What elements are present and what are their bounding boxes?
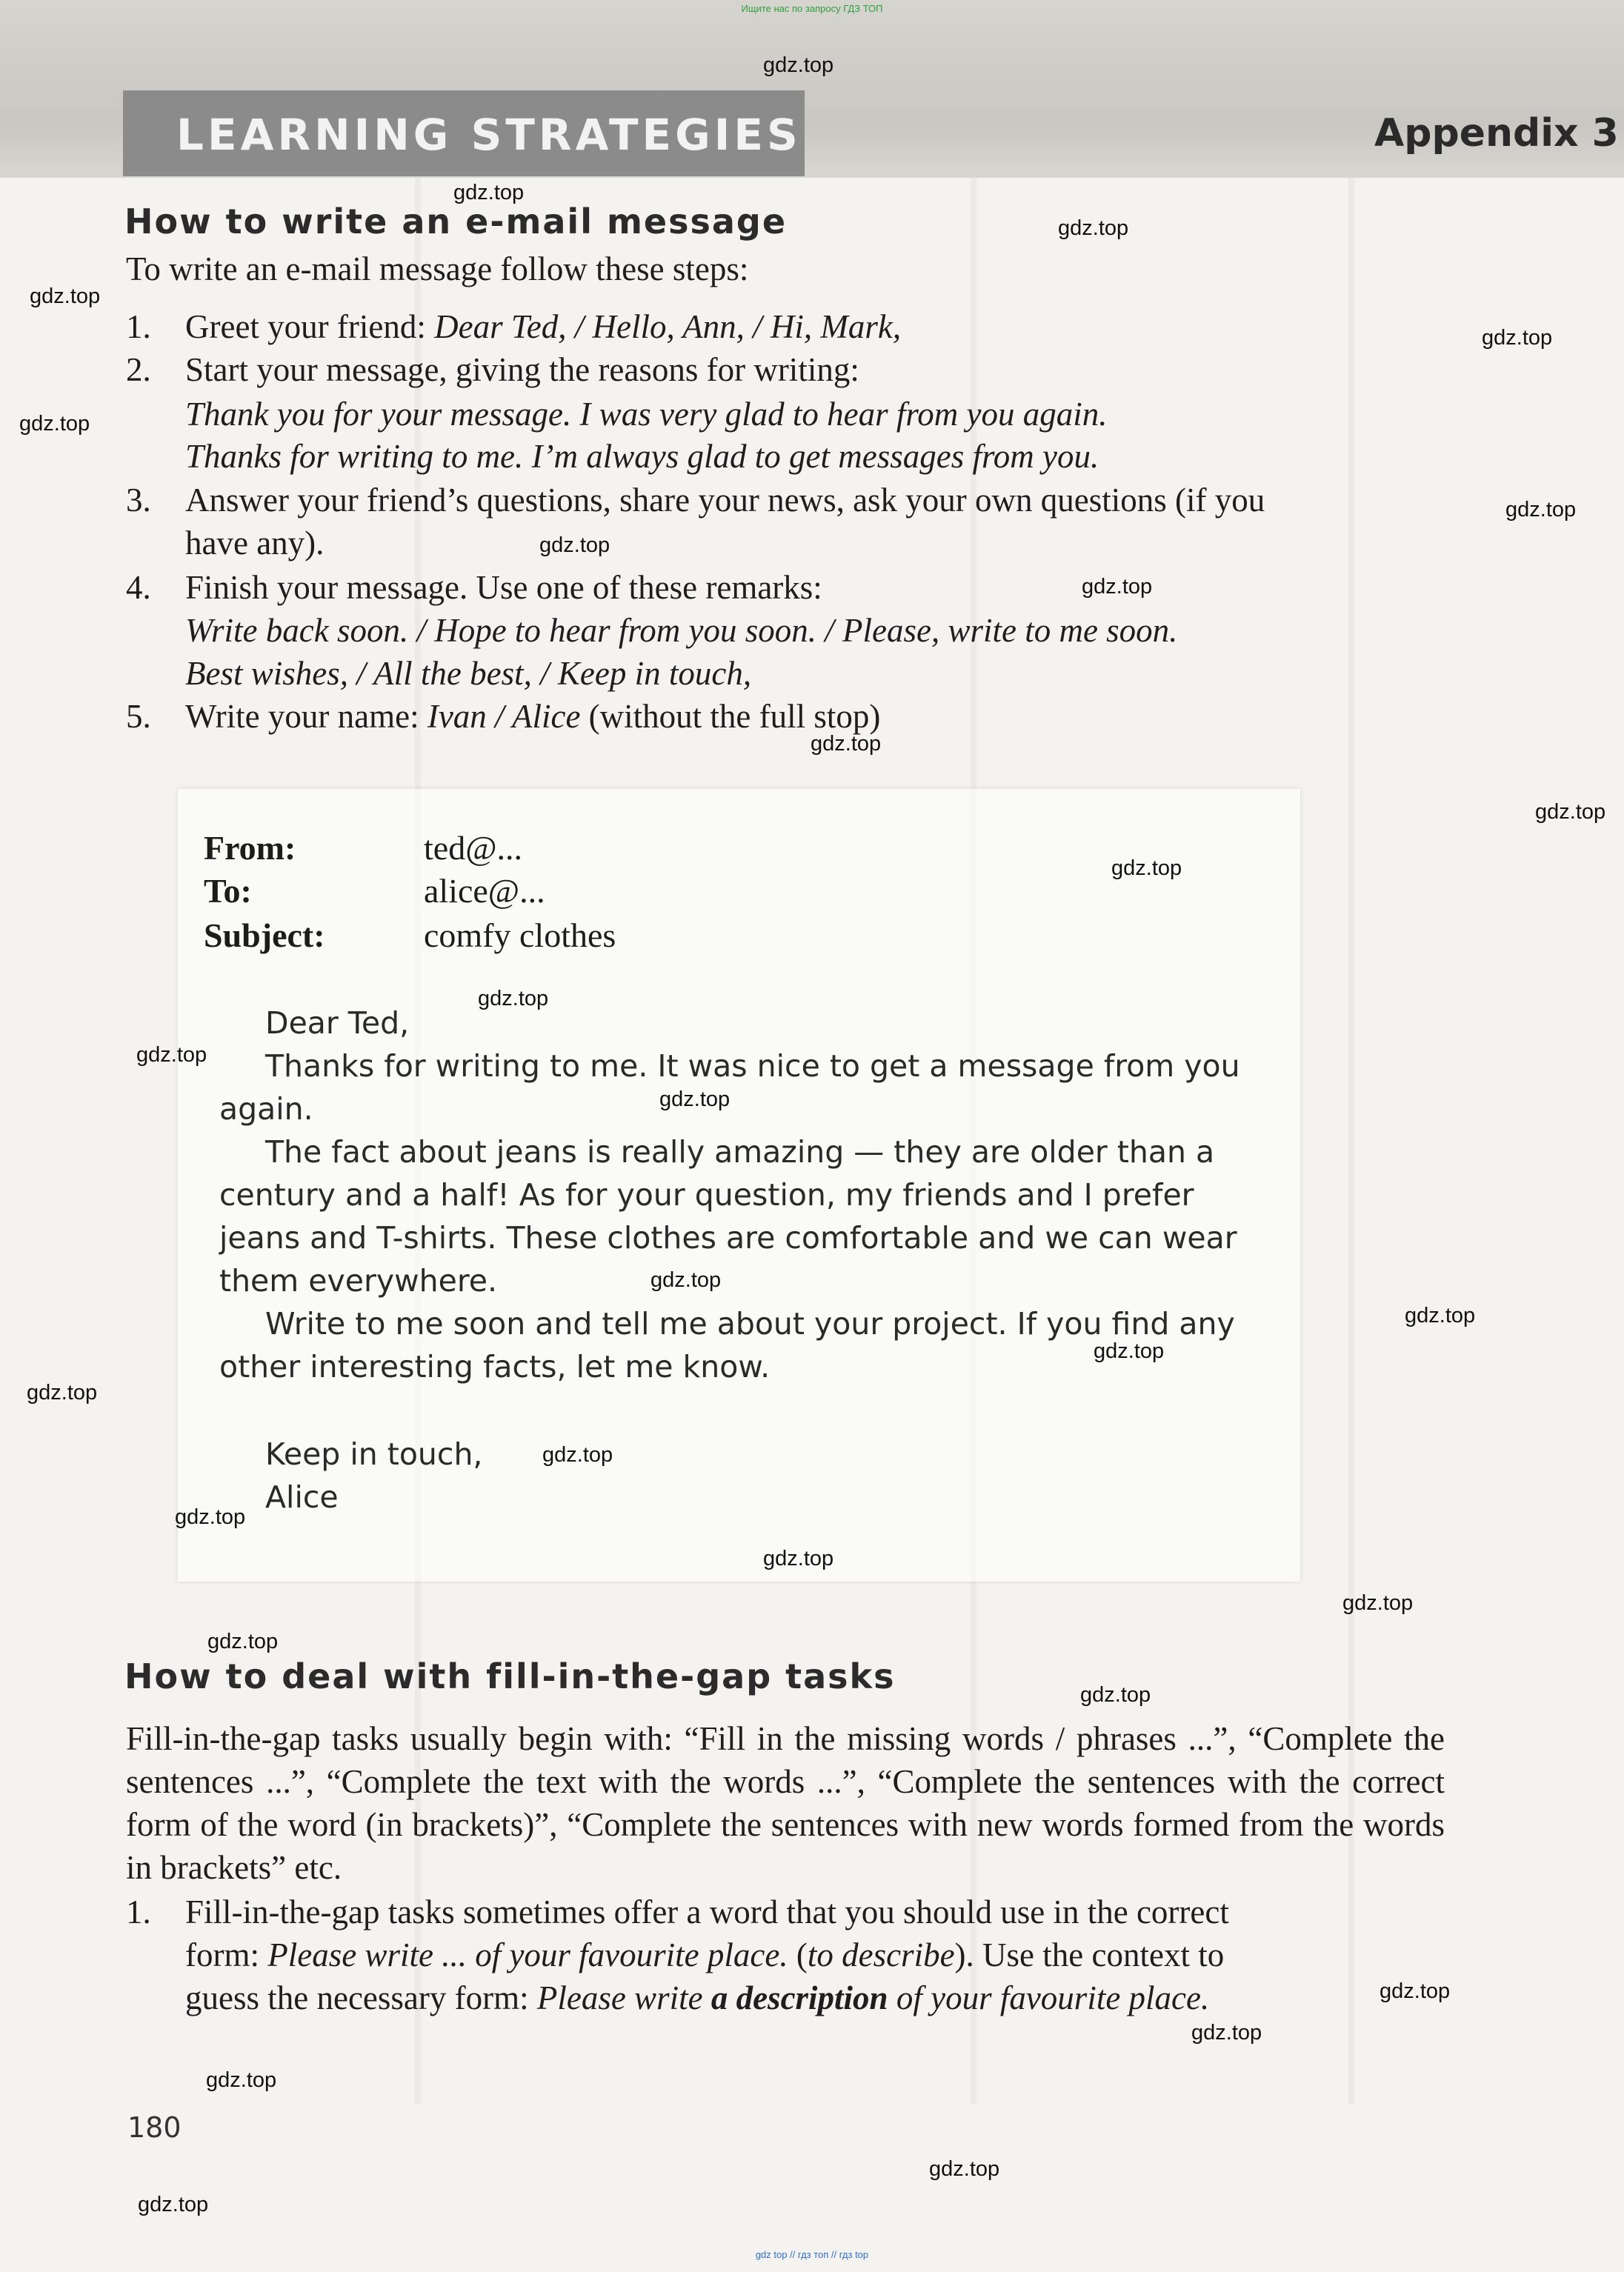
watermark: gdz.top bbox=[27, 1381, 98, 1405]
email-body-line: Thanks for writing to me. It was nice to get a message from you bbox=[265, 1048, 1240, 1084]
watermark: gdz.top bbox=[929, 2157, 1000, 2181]
watermark: gdz.top bbox=[539, 533, 610, 557]
step-5: Write your name: Ivan / Alice (without the full stop) bbox=[185, 698, 881, 735]
step-4: Finish your message. Use one of these remarks: bbox=[185, 569, 822, 606]
step-example: Write back soon. / Hope to hear from you soon. / Please, write to me soon. bbox=[185, 612, 1178, 649]
page-number: 180 bbox=[127, 2111, 182, 2144]
step-number: 2. bbox=[126, 351, 151, 388]
watermark: gdz.top bbox=[207, 1630, 279, 1653]
email-subject-label: Subject: bbox=[204, 916, 325, 954]
watermark: gdz.top bbox=[19, 412, 90, 436]
step-text: Greet your friend: bbox=[185, 308, 435, 345]
watermark: gdz.top bbox=[478, 987, 549, 1010]
banner-title: LEARNING STRATEGIES bbox=[176, 110, 802, 160]
watermark: gdz.top bbox=[650, 1268, 722, 1292]
watermark: gdz.top bbox=[206, 2068, 277, 2092]
watermark: gdz.top bbox=[175, 1505, 246, 1529]
email-signature: Alice bbox=[265, 1479, 339, 1515]
watermark: gdz.top bbox=[1482, 326, 1553, 350]
watermark: gdz.top bbox=[453, 181, 525, 204]
email-to-label: To: bbox=[204, 872, 252, 910]
email-from-label: From: bbox=[204, 829, 296, 867]
watermark: gdz.top bbox=[1380, 1979, 1451, 2003]
section-intro: To write an e-mail message follow these steps: bbox=[126, 250, 749, 287]
email-body-line: Write to me soon and tell me about your project. If you find any bbox=[265, 1306, 1235, 1342]
watermark: gdz.top bbox=[659, 1087, 731, 1111]
watermark: gdz.top bbox=[811, 732, 882, 756]
watermark: gdz.top bbox=[1191, 2021, 1262, 2045]
email-to-value: alice@... bbox=[424, 872, 545, 910]
appendix-label: Appendix 3 bbox=[1374, 111, 1619, 156]
step-1 bbox=[185, 305, 901, 348]
watermark: gdz.top bbox=[1342, 1591, 1414, 1615]
email-body-line: The fact about jeans is really amazing — they are older than a bbox=[265, 1134, 1215, 1170]
section-banner bbox=[123, 90, 805, 176]
email-closing: Keep in touch, bbox=[265, 1436, 483, 1472]
step-3-cont: have any). bbox=[185, 524, 325, 562]
section-heading-email: How to write an e-mail message bbox=[124, 201, 788, 241]
watermark: gdz.top bbox=[1058, 216, 1129, 240]
watermark: gdz.top bbox=[1505, 498, 1577, 522]
step-number: 5. bbox=[126, 698, 151, 735]
watermark: gdz.top bbox=[1405, 1304, 1476, 1327]
watermark: gdz.top bbox=[1111, 856, 1182, 880]
watermark: gdz.top bbox=[542, 1443, 613, 1467]
watermark: gdz.top bbox=[763, 1547, 834, 1570]
step-example: Best wishes, / All the best, / Keep in touch, bbox=[185, 655, 752, 692]
step-number: 1. bbox=[126, 308, 151, 345]
step-2: Start your message, giving the reasons for writing: bbox=[185, 351, 859, 388]
email-body-line: again. bbox=[219, 1091, 313, 1127]
watermark: gdz.top bbox=[1535, 800, 1606, 824]
watermark: gdz.top bbox=[1094, 1339, 1165, 1363]
watermark: gdz.top bbox=[1082, 575, 1153, 599]
email-body-line: century and a half! As for your question, my friends and I prefer bbox=[219, 1177, 1194, 1213]
item-number: 1. bbox=[126, 1893, 151, 1930]
step-example: Thank you for your message. I was very glad to hear from you again. bbox=[185, 396, 1108, 433]
email-from-value: ted@... bbox=[424, 829, 523, 867]
step-example: Dear Ted, / Hello, Ann, / Hi, Mark, bbox=[434, 308, 902, 345]
watermark: gdz.top bbox=[1080, 1683, 1151, 1707]
watermark: gdz.top bbox=[138, 2193, 209, 2216]
email-body-line: jeans and T-shirts. These clothes are comfortable and we can wear bbox=[219, 1220, 1237, 1256]
watermark: gdz.top bbox=[763, 53, 834, 77]
item-1-line: guess the necessary form: Please write a description of your favourite place. bbox=[185, 1979, 1210, 2016]
item-1-line: Fill-in-the-gap tasks sometimes offer a word that you should use in the correct bbox=[185, 1893, 1229, 1930]
email-subject-value: comfy clothes bbox=[424, 916, 616, 954]
step-number: 4. bbox=[126, 569, 151, 606]
email-body-line: them everywhere. bbox=[219, 1263, 498, 1299]
watermark: gdz.top bbox=[30, 284, 101, 308]
step-3: Answer your friend’s questions, share your news, ask your own questions (if you bbox=[185, 482, 1265, 519]
step-example: Thanks for writing to me. I’m always glad to get messages from you. bbox=[185, 438, 1099, 475]
section-heading-fill-gap: How to deal with fill-in-the-gap tasks bbox=[124, 1656, 896, 1696]
email-greeting: Dear Ted, bbox=[265, 1005, 410, 1041]
section2-paragraph: Fill-in-the-gap tasks usually begin with: “Fill in the missing words / phrases ...”, “Complete the sentences ...”, “Complete the text with the words ...”, “Complete the sentences with the correct form of the word (in brackets)”, “Complete the sentences with new words formed from the words in brackets” etc. bbox=[126, 1720, 1445, 1886]
email-body-line: other interesting facts, let me know. bbox=[219, 1349, 771, 1385]
top-search-notice[interactable]: Ищите нас по запросу ГДЗ ТОП bbox=[741, 3, 883, 14]
item-1-line: form: Please write ... of your favourite place. (to describe). Use the context to bbox=[185, 1936, 1225, 1973]
watermark: gdz.top bbox=[136, 1043, 207, 1067]
step-number: 3. bbox=[126, 482, 151, 519]
bottom-notice-links[interactable]: gdz top // гдз топ // гдз top bbox=[755, 2249, 869, 2260]
